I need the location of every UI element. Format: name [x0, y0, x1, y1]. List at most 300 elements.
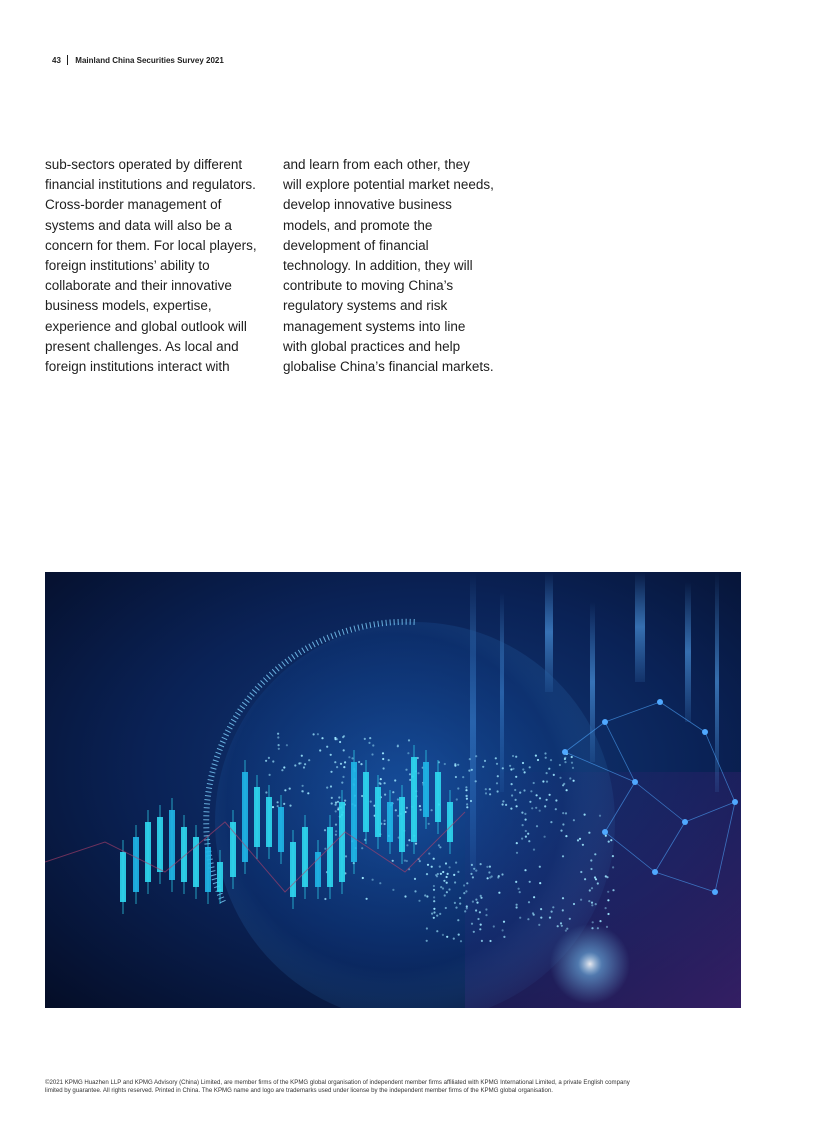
globe-dot: [339, 741, 341, 743]
running-header: [52, 55, 224, 65]
globe-dot: [557, 925, 559, 927]
globe-dot: [431, 866, 433, 868]
globe-dot: [454, 765, 456, 767]
globe-dot: [479, 911, 481, 913]
globe-dot: [510, 768, 512, 770]
globe-dot: [591, 904, 593, 906]
network-node: [602, 829, 608, 835]
globe-dot: [427, 864, 429, 866]
globe-dot: [509, 765, 511, 767]
body-column-left: [45, 155, 257, 377]
globe-dot: [562, 897, 564, 899]
globe-dot: [335, 830, 337, 832]
globe-dot: [590, 859, 592, 861]
body-column-right: [283, 155, 494, 377]
text-line: models, and promote the: [283, 217, 433, 233]
globe-dot: [515, 799, 517, 801]
globe-dot: [519, 891, 521, 893]
globe-dot: [529, 766, 531, 768]
globe-dot: [524, 869, 526, 871]
globe-dot: [302, 785, 304, 787]
globe-dot: [497, 790, 499, 792]
globe-dot: [612, 889, 614, 891]
candle-body: [399, 797, 405, 852]
candle-body: [205, 847, 211, 892]
globe-dot: [415, 843, 417, 845]
globe-dot: [371, 753, 373, 755]
globe-dot: [525, 819, 527, 821]
globe-dot: [476, 902, 478, 904]
globe-dot: [466, 907, 468, 909]
globe-dot: [473, 931, 475, 933]
globe-dot: [548, 768, 550, 770]
candle-body: [217, 862, 223, 892]
globe-dot: [475, 870, 477, 872]
globe-dot: [573, 819, 575, 821]
globe-dot: [426, 940, 428, 942]
candle-body: [387, 802, 393, 842]
globe-dot: [351, 757, 353, 759]
globe-dot: [419, 805, 421, 807]
light-bar: [635, 572, 645, 682]
globe-dot: [324, 848, 326, 850]
globe-dot: [361, 847, 363, 849]
candle-body: [435, 772, 441, 822]
globe-dot: [335, 802, 337, 804]
globe-dot: [380, 778, 382, 780]
globe-dot: [466, 882, 468, 884]
globe-dot: [345, 855, 347, 857]
globe-dot: [555, 799, 557, 801]
globe-dot: [503, 936, 505, 938]
text-line: systems and data will also be a: [45, 217, 232, 233]
globe-dot: [528, 840, 530, 842]
globe-dot: [539, 866, 541, 868]
globe-dot: [457, 871, 459, 873]
page-number: 43: [52, 55, 61, 65]
globe-dot: [442, 887, 444, 889]
globe-dot: [384, 820, 386, 822]
globe-dot: [453, 874, 455, 876]
globe-dot: [457, 787, 459, 789]
globe-dot: [454, 881, 456, 883]
light-bar: [685, 582, 691, 722]
globe-candlestick-illustration: [45, 572, 741, 1008]
candle-body: [423, 762, 429, 817]
globe-dot: [424, 894, 426, 896]
globe-dot: [588, 900, 590, 902]
globe-dot: [334, 737, 336, 739]
globe-dot: [565, 930, 567, 932]
globe-dot: [388, 759, 390, 761]
globe-dot: [605, 907, 607, 909]
globe-dot: [442, 871, 444, 873]
globe-dot: [550, 821, 552, 823]
globe-dot: [607, 891, 609, 893]
globe-dot: [533, 896, 535, 898]
globe-dot: [433, 908, 435, 910]
network-node: [562, 749, 568, 755]
globe-dot: [502, 767, 504, 769]
globe-dot: [573, 780, 575, 782]
text-line: financial institutions and regulators.: [45, 177, 256, 193]
globe-dot: [397, 798, 399, 800]
globe-dot: [540, 917, 542, 919]
globe-dot: [446, 876, 448, 878]
globe-dot: [447, 873, 449, 875]
globe-dot: [591, 902, 593, 904]
globe-dot: [419, 860, 421, 862]
globe-dot: [337, 801, 339, 803]
globe-dot: [584, 814, 586, 816]
globe-dot: [265, 760, 267, 762]
globe-dot: [477, 918, 479, 920]
globe-dot: [272, 760, 274, 762]
network-node: [632, 779, 638, 785]
globe-dot: [470, 800, 472, 802]
candle-body: [339, 802, 345, 882]
globe-dot: [277, 736, 279, 738]
globe-dot: [319, 749, 321, 751]
globe-dot: [324, 829, 326, 831]
globe-dot: [334, 761, 336, 763]
globe-dot: [446, 936, 448, 938]
globe-dot: [551, 911, 553, 913]
globe-dot: [592, 921, 594, 923]
globe-dot: [484, 760, 486, 762]
globe-dot: [444, 763, 446, 765]
globe-dot: [382, 758, 384, 760]
globe-dot: [289, 805, 291, 807]
globe-dot: [577, 839, 579, 841]
globe-dot: [498, 892, 500, 894]
text-line: globalise China’s financial markets.: [283, 359, 494, 375]
globe-dot: [395, 809, 397, 811]
globe-dot: [445, 907, 447, 909]
globe-dot: [443, 880, 445, 882]
globe-dot: [560, 830, 562, 832]
globe-dot: [527, 833, 529, 835]
candle-body: [145, 822, 151, 882]
globe-dot: [511, 794, 513, 796]
globe-dot: [533, 782, 535, 784]
globe-dot: [433, 917, 435, 919]
globe-dot: [512, 768, 514, 770]
globe-dot: [562, 812, 564, 814]
globe-dot: [438, 844, 440, 846]
globe-dot: [599, 920, 601, 922]
globe-dot: [360, 763, 362, 765]
globe-dot: [562, 855, 564, 857]
globe-dot: [514, 789, 516, 791]
text-line: regulatory systems and risk: [283, 298, 448, 314]
globe-dot: [535, 807, 537, 809]
globe-dot: [468, 770, 470, 772]
globe-dot: [436, 930, 438, 932]
globe-dot: [286, 744, 288, 746]
globe-dot: [522, 824, 524, 826]
globe-dot: [448, 888, 450, 890]
globe-dot: [544, 805, 546, 807]
globe-dot: [303, 766, 305, 768]
network-node: [712, 889, 718, 895]
candle-body: [169, 810, 175, 880]
globe-dot: [579, 838, 581, 840]
globe-dot: [431, 809, 433, 811]
candle-body: [327, 827, 333, 887]
globe-dot: [459, 897, 461, 899]
globe-dot: [502, 800, 504, 802]
text-line: with global practices and help: [283, 338, 461, 354]
globe-dot: [442, 934, 444, 936]
globe-dot: [278, 744, 280, 746]
globe-dot: [326, 787, 328, 789]
globe-dot: [564, 761, 566, 763]
globe-dot: [392, 791, 394, 793]
globe-dot: [510, 808, 512, 810]
text-line: present challenges. As local and: [45, 338, 239, 354]
globe-dot: [470, 873, 472, 875]
globe-dot: [372, 744, 374, 746]
globe-dot: [307, 792, 309, 794]
header-divider: [67, 55, 68, 65]
globe-dot: [331, 802, 333, 804]
text-line: foreign institutions interact with: [45, 359, 230, 375]
globe-dot: [361, 795, 363, 797]
globe-dot: [283, 766, 285, 768]
globe-dot: [417, 772, 419, 774]
globe-dot: [462, 776, 464, 778]
candle-body: [363, 772, 369, 832]
candle-body: [375, 787, 381, 837]
globe-dot: [433, 858, 435, 860]
globe-dot: [505, 804, 507, 806]
globe-dot: [612, 855, 614, 857]
globe-dot: [439, 866, 441, 868]
globe-dot: [496, 782, 498, 784]
globe-dot: [379, 783, 381, 785]
globe-dot: [591, 887, 593, 889]
text-line: business models, expertise,: [45, 298, 212, 314]
globe-dot: [457, 764, 459, 766]
globe-dot: [433, 885, 435, 887]
globe-dot: [555, 808, 557, 810]
globe-dot: [475, 899, 477, 901]
globe-dot: [519, 917, 521, 919]
globe-dot: [379, 882, 381, 884]
globe-dot: [594, 853, 596, 855]
globe-dot: [272, 806, 274, 808]
globe-dot: [301, 755, 303, 757]
globe-dot: [582, 844, 584, 846]
globe-dot: [454, 902, 456, 904]
copyright-footer: [45, 1079, 745, 1095]
text-line: development of financial: [283, 237, 429, 253]
globe-dot: [455, 862, 457, 864]
globe-dot: [466, 798, 468, 800]
globe-dot: [372, 879, 374, 881]
globe-dot: [573, 903, 575, 905]
globe-dot: [485, 788, 487, 790]
globe-dot: [426, 873, 428, 875]
globe-dot: [341, 782, 343, 784]
text-line: sub-sectors operated by different: [45, 157, 243, 172]
globe-dot: [515, 776, 517, 778]
globe-dot: [342, 776, 344, 778]
globe-dot: [348, 756, 350, 758]
globe-dot: [525, 836, 527, 838]
globe-dot: [343, 766, 345, 768]
globe-dot: [383, 767, 385, 769]
globe-dot: [433, 896, 435, 898]
globe-dot: [559, 777, 561, 779]
text-line: collaborate and their innovative: [45, 278, 232, 294]
globe-dot: [405, 769, 407, 771]
globe-dot: [458, 934, 460, 936]
globe-dot: [473, 868, 475, 870]
text-line: technology. In addition, they will: [283, 258, 473, 274]
globe-dot: [465, 890, 467, 892]
globe-dot: [426, 927, 428, 929]
globe-dot: [471, 864, 473, 866]
globe-dot: [496, 763, 498, 765]
globe-dot: [464, 910, 466, 912]
globe-dot: [544, 752, 546, 754]
globe-dot: [289, 788, 291, 790]
globe-dot: [460, 940, 462, 942]
network-node: [657, 699, 663, 705]
globe-dot: [428, 853, 430, 855]
globe-dot: [338, 796, 340, 798]
globe-dot: [277, 733, 279, 735]
globe-dot: [409, 773, 411, 775]
globe-dot: [465, 786, 467, 788]
globe-dot: [485, 908, 487, 910]
globe-dot: [466, 803, 468, 805]
globe-dot: [608, 841, 610, 843]
globe-dot: [599, 815, 601, 817]
globe-dot: [580, 899, 582, 901]
globe-dot: [417, 757, 419, 759]
globe-dot: [515, 881, 517, 883]
globe-dot: [529, 881, 531, 883]
globe-dot: [480, 863, 482, 865]
globe-dot: [449, 866, 451, 868]
globe-dot: [364, 738, 366, 740]
globe-dot: [552, 906, 554, 908]
globe-dot: [340, 763, 342, 765]
globe-dot: [489, 866, 491, 868]
globe-dot: [439, 913, 441, 915]
globe-dot: [595, 903, 597, 905]
globe-dot: [321, 737, 323, 739]
globe-dot: [278, 748, 280, 750]
globe-dot: [433, 900, 435, 902]
globe-dot: [493, 925, 495, 927]
globe-dot: [313, 733, 315, 735]
globe-dot: [480, 924, 482, 926]
globe-dot: [524, 813, 526, 815]
globe-dot: [536, 825, 538, 827]
globe-dot: [518, 888, 520, 890]
network-node: [652, 869, 658, 875]
globe-dot: [277, 801, 279, 803]
globe-dot: [503, 921, 505, 923]
globe-dot: [588, 832, 590, 834]
globe-dot: [553, 774, 555, 776]
globe-dot: [397, 815, 399, 817]
candle-body: [351, 762, 357, 862]
globe-dot: [439, 846, 441, 848]
publication-title: Mainland China Securities Survey 2021: [75, 55, 224, 65]
globe-dot: [301, 790, 303, 792]
globe-dot: [491, 875, 493, 877]
globe-dot: [269, 774, 271, 776]
hero-image-digital-globe: [45, 572, 741, 1008]
globe-dot: [459, 903, 461, 905]
globe-dot: [480, 897, 482, 899]
globe-dot: [511, 783, 513, 785]
globe-dot: [472, 901, 474, 903]
globe-dot: [277, 805, 279, 807]
globe-dot: [533, 849, 535, 851]
globe-dot: [440, 886, 442, 888]
globe-dot: [420, 809, 422, 811]
globe-dot: [607, 913, 609, 915]
globe-dot: [366, 898, 368, 900]
globe-dot: [597, 882, 599, 884]
globe-dot: [535, 755, 537, 757]
network-node: [602, 719, 608, 725]
globe-dot: [428, 823, 430, 825]
globe-dot: [300, 762, 302, 764]
candle-body: [266, 797, 272, 847]
globe-dot: [481, 940, 483, 942]
globe-dot: [394, 779, 396, 781]
globe-dot: [392, 889, 394, 891]
globe-dot: [525, 830, 527, 832]
globe-dot: [530, 790, 532, 792]
globe-dot: [531, 807, 533, 809]
globe-dot: [572, 767, 574, 769]
globe-dot: [489, 793, 491, 795]
globe-dot: [444, 894, 446, 896]
globe-dot: [606, 876, 608, 878]
globe-dot: [565, 812, 567, 814]
globe-dot: [527, 918, 529, 920]
globe-dot: [571, 756, 573, 758]
globe-dot: [440, 873, 442, 875]
globe-dot: [536, 794, 538, 796]
globe-dot: [414, 878, 416, 880]
globe-dot: [502, 929, 504, 931]
globe-dot: [404, 895, 406, 897]
globe-dot: [330, 771, 332, 773]
globe-dot: [265, 791, 267, 793]
globe-dot: [482, 766, 484, 768]
globe-dot: [471, 923, 473, 925]
globe-dot: [569, 777, 571, 779]
globe-dot: [538, 924, 540, 926]
globe-dot: [426, 895, 428, 897]
globe-dot: [370, 801, 372, 803]
globe-dot: [607, 899, 609, 901]
globe-dot: [539, 810, 541, 812]
globe-dot: [562, 823, 564, 825]
globe-dot: [404, 860, 406, 862]
globe-dot: [284, 789, 286, 791]
globe-dot: [546, 781, 548, 783]
